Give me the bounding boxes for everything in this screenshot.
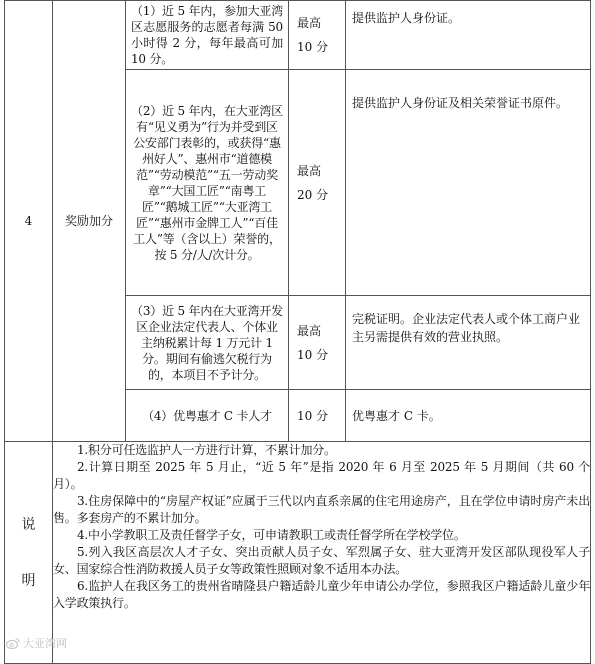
notes-label-2: 明 bbox=[21, 572, 36, 589]
note-item: 3.住房保障中的“房屋产权证”应属于三代以内直系亲属的住宅用途房产，且在学位申请时房产未出售。多套房产的不累计加分。 bbox=[53, 494, 590, 525]
note-item: 4.中小学教职工及责任督学子女，可申请教职工或责任督学所在学校学位。 bbox=[77, 528, 466, 542]
notes-label-cell bbox=[5, 442, 53, 664]
note-item: 6.监护人在我区务工的贵州省晴隆县户籍适龄儿童少年申请公办学位，参照我区户籍适龄儿童少年入学政策执行。 bbox=[53, 579, 590, 610]
requirement-text: 提供监护人身份证及相关荣誉证书原件。 bbox=[352, 96, 569, 110]
row-number: 4 bbox=[24, 214, 33, 228]
requirement-text: 优粤惠才 C 卡。 bbox=[352, 408, 441, 423]
criteria-text: （3）近 5 年内在大亚湾开发区企业法定代表人、个体业主纳税累计每 1 万元计 1 分。期间有偷逃欠税行为的，本项目不予计分。 bbox=[131, 303, 283, 382]
note-item: 1.积分可任选监护人一方进行计算，不累计加分。 bbox=[77, 443, 336, 457]
category-cell bbox=[53, 1, 126, 442]
max-score-cell bbox=[289, 1, 346, 70]
criteria-cell bbox=[126, 1, 289, 70]
policy-table bbox=[4, 0, 591, 664]
category-label: 奖励加分 bbox=[64, 214, 113, 228]
notes-row bbox=[5, 442, 591, 664]
max-value: 20 分 bbox=[297, 187, 329, 202]
max-label: 最高 bbox=[297, 16, 322, 30]
max-value: 10 分 bbox=[297, 40, 329, 54]
weibo-logo-icon bbox=[6, 637, 20, 649]
max-score-cell bbox=[289, 390, 346, 442]
max-label: 最高 bbox=[297, 163, 322, 178]
criteria-cell bbox=[126, 390, 289, 442]
table-row bbox=[5, 1, 591, 70]
max-value: 10 分 bbox=[297, 408, 329, 423]
note-item: 5.列入我区高层次人才子女、突出贡献人员子女、军烈属子女、驻大亚湾开发区部队现役军人子女、国家综合性消防救援人员子女等政策性照顾对象不适用本办法。 bbox=[53, 545, 590, 576]
requirement-cell bbox=[346, 1, 591, 70]
max-label: 最高 bbox=[297, 323, 322, 338]
note-item: 2.计算日期至 2025 年 5 月止，“近 5 年”是指 2020 年 6 月至 2025 年 5 月期间（共 60 个月）。 bbox=[53, 460, 590, 491]
requirement-text: 提供监护人身份证。 bbox=[352, 11, 461, 25]
criteria-text: （1）近 5 年内，参加大亚湾区志愿服务的志愿者每满 50 小时得 2 分，每年最高可加 10 分。 bbox=[131, 4, 283, 66]
max-value: 10 分 bbox=[297, 347, 329, 362]
criteria-text: （4）优粤惠才 C 卡人才 bbox=[142, 408, 272, 423]
requirement-text: 完税证明。企业法定代表人或个体工商户业主另需提供有效的营业执照。 bbox=[352, 312, 581, 344]
max-score-cell bbox=[289, 296, 346, 390]
max-score-cell bbox=[289, 70, 346, 296]
notes-body-cell bbox=[53, 442, 591, 664]
notes-label-1: 说 bbox=[21, 516, 36, 533]
requirement-cell bbox=[346, 390, 591, 442]
criteria-text: （2）近 5 年内，在大亚湾区有“见义勇为”行为并受到区公安部门表彰的，或获得“惠州好人”、惠州市“道德模范”“劳动模范”“五一劳动奖章”“大国工匠”“南粤工匠”“鹅城工匠”“大亚湾工匠”“惠州市金牌工人”“百佳工人”等（含以上）荣誉的，按 5 分/人/次计分。 bbox=[131, 103, 283, 262]
requirement-cell bbox=[346, 296, 591, 390]
row-number-cell bbox=[5, 1, 53, 442]
watermark bbox=[6, 635, 67, 651]
criteria-cell bbox=[126, 296, 289, 390]
criteria-cell bbox=[126, 70, 289, 296]
watermark-text: 大亚湾网 bbox=[23, 637, 67, 650]
requirement-cell bbox=[346, 70, 591, 296]
